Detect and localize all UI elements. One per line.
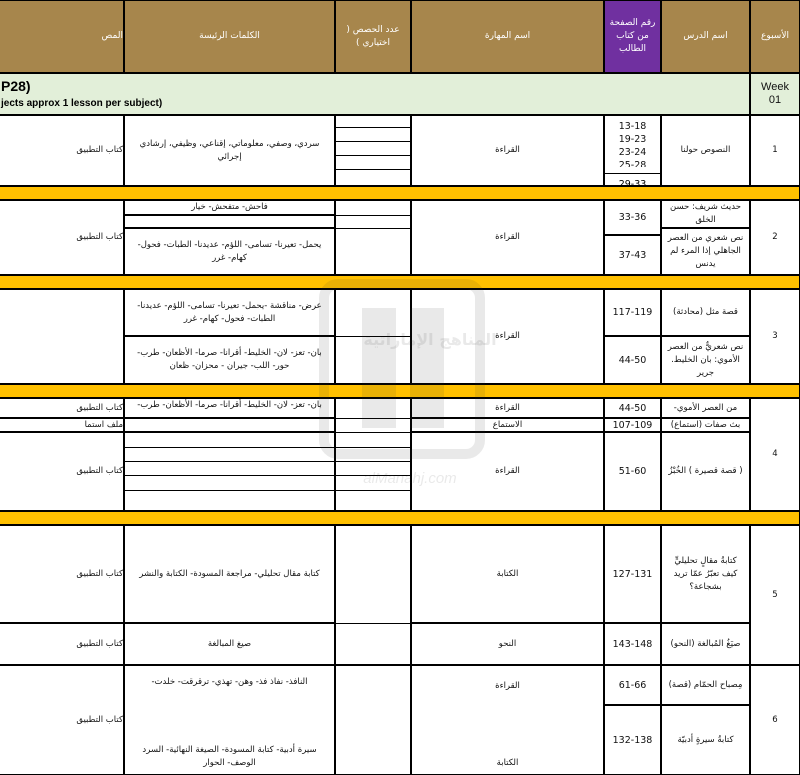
w4-skill-c-text: القراءة [495, 466, 520, 476]
w2-periods [335, 200, 411, 275]
w4-pages-a-text: 44-50 [618, 402, 647, 414]
term-banner [0, 73, 750, 115]
w1-page-3: 23-24 [618, 147, 647, 158]
w5-keywords-a-text: كتابة مقال تحليلي- مراجعة المسودة- الكتابة والنشر [139, 568, 320, 579]
w4-source-c [0, 432, 124, 511]
header-skill [411, 0, 604, 73]
w6-lesson-a [661, 665, 750, 705]
w2-keywords-spacer [124, 215, 335, 228]
w4-kw-line-2 [124, 461, 335, 462]
header-source-label: المص [101, 31, 123, 41]
w5-pages-b-text: 143-148 [612, 638, 653, 650]
w3-lesson-b [661, 336, 750, 384]
w4-lesson-c [661, 432, 750, 511]
w4-separator [0, 511, 800, 525]
header-periods-label: عدد الحصص ( اختياري ) [346, 24, 400, 48]
w5-pages-b [604, 623, 661, 665]
w3-pages-a [604, 289, 661, 336]
watermark-logo-icon [318, 278, 486, 460]
w3-keywords-a [124, 289, 335, 336]
w4-pages-a [604, 398, 661, 418]
w5-periods-line [335, 623, 411, 624]
w5-lesson-b [661, 623, 750, 665]
w2-pages-b-text: 37-43 [618, 249, 647, 261]
w2-week [750, 200, 800, 275]
w6-week [750, 665, 800, 775]
w3-source [0, 289, 124, 384]
w2-skill [411, 200, 604, 275]
w4-keywords-a [124, 398, 335, 418]
w6-source [0, 665, 124, 775]
w4-skill-a-text: القراءة [495, 402, 520, 413]
w1-periods-line-2 [335, 141, 411, 142]
w5-week-number: 5 [772, 589, 778, 600]
w2-periods-line-1 [335, 215, 411, 216]
w4-keywords-c [124, 432, 335, 511]
w6-lesson-a-text: مِصباح الحمّام (قصة) [668, 679, 743, 690]
w1-page-5: 29-33 [618, 179, 647, 190]
w6-pages-b [604, 705, 661, 775]
w1-lesson [661, 115, 750, 186]
w1-source-text: كتاب التطبيق [76, 145, 123, 155]
w5-skill-b-text: النحو [498, 638, 517, 649]
w1-page-2: 19-23 [618, 134, 647, 145]
w4-periods-line-6 [335, 490, 411, 491]
w1-pages-line [604, 173, 661, 174]
w2-lesson-a [661, 200, 750, 228]
w4-source-c-text: كتاب التطبيق [76, 466, 123, 476]
header-lesson [661, 0, 750, 73]
w4-source-b [0, 418, 124, 432]
w6-skill [411, 665, 604, 775]
w5-keywords-b-text: صيغ المبالغة [207, 638, 252, 649]
w1-last-page-row [604, 178, 661, 192]
w3-lesson-b-text: نص شعريٌّ من العصر الأموي: بان الخليط. جرير [667, 341, 744, 378]
w4-source-a-text: كتاب التطبيق [76, 402, 123, 413]
w2-source-text: كتاب التطبيق [76, 232, 123, 242]
w2-lesson-b [661, 228, 750, 275]
w5-pages-a-text: 127-131 [612, 568, 653, 580]
header-periods [335, 0, 411, 73]
w4-pages-c [604, 432, 661, 511]
w6-pages-a [604, 665, 661, 705]
w2-lesson-a-text: حديث شريف: حسن الخلق [670, 202, 741, 225]
w4-skill-b-text: الاستماع [492, 419, 523, 430]
w4-lesson-a-text: من العصر الأموي- [673, 402, 738, 413]
w3-week-number: 3 [772, 331, 778, 341]
watermark-text-en [335, 470, 485, 487]
w2-lesson-b-text: نص شعري من العصر الجاهلي إذا المرء لم يدنس [667, 233, 744, 269]
w1-skill [411, 115, 604, 186]
w6-periods [335, 665, 411, 775]
w5-keywords-b [124, 623, 335, 665]
w5-lesson-b-text: صيَغُ المُبالغة (النحو) [670, 638, 741, 649]
w4-week [750, 398, 800, 511]
w1-week-number: 1 [772, 145, 778, 155]
week-label-cell [750, 73, 800, 115]
w4-lesson-a [661, 398, 750, 418]
w1-lesson-text: النصوص حولنا [680, 145, 731, 155]
w2-keywords-a [124, 200, 335, 215]
week-label: Week 01 [761, 81, 789, 106]
term-subtitle: jects approx 1 lesson per subject) [1, 98, 163, 109]
w1-periods [335, 115, 411, 186]
w6-skill-a-text: القراءة [495, 681, 520, 691]
watermark-logo [318, 278, 486, 460]
w6-pages-a-text: 61-66 [618, 679, 647, 691]
w5-keywords-a [124, 525, 335, 623]
w5-source-a [0, 525, 124, 623]
w3-lesson-a-text: قصة مثل (محادثة) [673, 307, 738, 317]
w3-lesson-a [661, 289, 750, 336]
w3-week [750, 289, 800, 384]
w4-week-number: 4 [772, 449, 778, 459]
w2-periods-line-2 [335, 228, 411, 229]
w4-lesson-b-text: بث صفات (استماع) [670, 419, 741, 430]
w4-kw-line-1 [124, 447, 335, 448]
header-keywords [124, 0, 335, 73]
w4-keywords-a-text: بان- تعز- لان- الخليط- أقرانا- صرما- الأظعان- طرب- [137, 400, 322, 410]
w4-kw-line-4 [124, 490, 335, 491]
w5-skill-a [411, 525, 604, 623]
w5-lesson-a-text: كتابةُ مقالٍ تحليليٍّ كيف تعبّرُ عمّا تريد بشجاعة؟ [673, 555, 738, 592]
watermark-text-ar [360, 330, 500, 349]
w1-page-4: 25-28 [618, 160, 647, 167]
w5-source-b-text: كتاب التطبيق [76, 638, 123, 649]
w3-pages-a-text: 117-119 [612, 307, 653, 318]
w6-keywords-b-text: سيرة أدبية- كتابة المسودة- الصيغة النهائية- السرد الوصف- الحوار [142, 745, 317, 768]
w6-week-number: 6 [772, 714, 778, 725]
w1-periods-line-3 [335, 155, 411, 156]
w3-pages-b-text: 44-50 [618, 354, 647, 366]
w5-periods [335, 525, 411, 665]
w1-skill-text: القراءة [495, 145, 520, 155]
w3-skill-text: القراءة [495, 331, 520, 341]
w4-pages-b [604, 418, 661, 432]
w5-source-a-text: كتاب التطبيق [76, 568, 123, 579]
w6-lesson-b-text: كتابةُ سيرةٍ أدبيّة [677, 734, 734, 745]
w2-keywords-b-text: يحمل- تعيرنا- تسامى- اللؤم- عديدنا- الطبات- فحول- كهام- غرر [137, 239, 322, 263]
w1-page-1: 13-18 [618, 121, 647, 132]
w4-keywords-b [124, 418, 335, 432]
w2-pages-b [604, 235, 661, 275]
term-title: P28) [1, 78, 31, 94]
w5-week [750, 525, 800, 665]
w2-pages-a [604, 200, 661, 235]
w1-separator [0, 186, 800, 200]
w3-pages-b [604, 336, 661, 384]
header-page [604, 0, 661, 73]
w6-lesson-b [661, 705, 750, 775]
w3-keywords-a-text: عرض- مناقشة -يحمل- تعيرنا- تسامى- اللؤم- عديدنا- الطبات- فحول- كهام- غرر [137, 300, 322, 324]
w2-keywords-b [124, 228, 335, 275]
w4-lesson-c-text: ( قصة قصيرة ) الخُبْزُ [668, 466, 743, 476]
w4-pages-c-text: 51-60 [618, 466, 647, 477]
w6-pages-b-text: 132-138 [612, 734, 653, 746]
header-keywords-label: الكلمات الرئيسة [199, 31, 260, 41]
w5-skill-a-text: الكتابة [496, 568, 519, 579]
header-week-label: الأسبوع [761, 31, 789, 41]
w6-keywords [124, 665, 335, 775]
header-lesson-label: اسم الدرس [683, 31, 728, 41]
watermark-text-en-span: alManahj.com [363, 470, 457, 487]
w2-week-number: 2 [772, 232, 778, 242]
w4-pages-b-text: 107-109 [612, 419, 653, 431]
w6-skill-b-text: الكتابة [496, 758, 519, 768]
w6-keywords-a-text: النافذ- نفاذ فذ- وهن- تهذي- ترقرقت- خلدت- [151, 677, 308, 687]
w1-keywords-text: سردي، وصفي، معلوماتي، إقناعي، وظيفي، إرشادي إجرائي [139, 138, 320, 162]
w2-pages-a-text: 33-36 [618, 212, 647, 223]
header-skill-label: اسم المهارة [484, 31, 531, 41]
w4-periods-line-4 [335, 461, 411, 462]
w5-pages-a [604, 525, 661, 623]
w1-periods-line-4 [335, 169, 411, 170]
header-week [750, 0, 800, 73]
w1-week [750, 115, 800, 186]
w3-keywords-b-text: بان- تعز- لان- الخليط- أقرانا- صرما- الأظعان- طرب- حور- اللب- جيران - محزان- ظعان [137, 348, 322, 371]
w1-periods-line-1 [335, 127, 411, 128]
w1-pages [604, 115, 661, 186]
w4-lesson-b [661, 418, 750, 432]
w4-kw-line-3 [124, 475, 335, 476]
w3-keywords-b [124, 336, 335, 384]
w4-source-b-text: ملف استما [84, 419, 123, 430]
w5-source-b [0, 623, 124, 665]
header-page-label: رقم الصفحة من كتاب الطالب [609, 18, 656, 54]
watermark-text-ar-span: المناهج الإماراتية [363, 330, 497, 349]
w2-keywords-a-text: فاحش- متفحش- خيار [191, 202, 268, 212]
w2-skill-text: القراءة [495, 232, 520, 242]
header-source [0, 0, 124, 73]
w1-source [0, 115, 124, 186]
w5-lesson-a [661, 525, 750, 623]
w1-keywords [124, 115, 335, 186]
w6-source-text: كتاب التطبيق [76, 714, 123, 725]
w5-skill-b [411, 623, 604, 665]
w2-source [0, 200, 124, 275]
w4-source-a [0, 398, 124, 418]
